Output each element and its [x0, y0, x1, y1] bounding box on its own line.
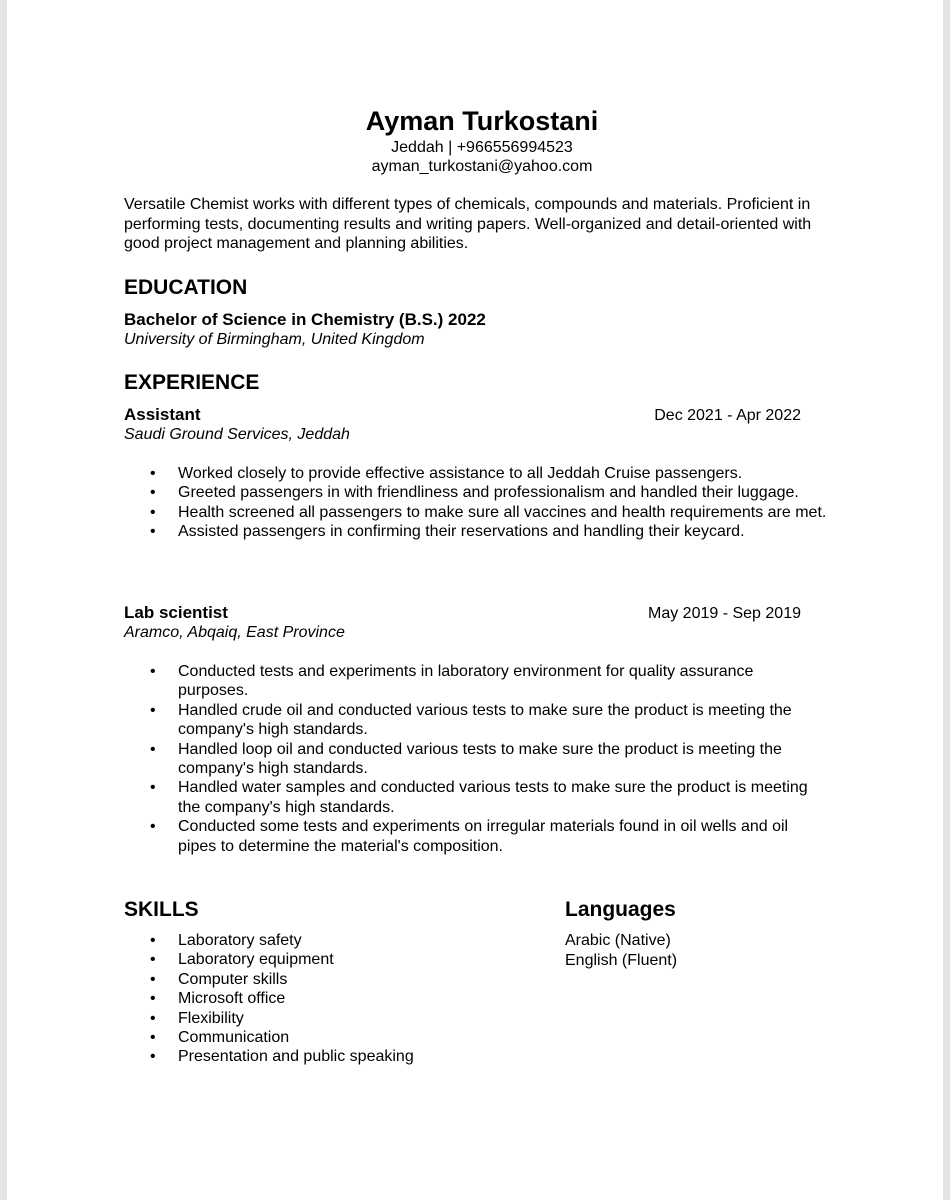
skills-heading: SKILLS [124, 898, 199, 921]
job-title: Lab scientist [124, 603, 228, 622]
skill-item: • Presentation and public speaking [7, 1047, 478, 1066]
job-bullet: • Worked closely to provide effective assistance to all Jeddah Cruise passengers. [7, 464, 828, 483]
job-bullet: • Handled loop oil and conducted various tests to make sure the product is meeting the company's high standards. [7, 740, 828, 779]
job-title: Assistant [124, 405, 201, 424]
skill-item: • Microsoft office [7, 989, 478, 1008]
languages-heading: Languages [565, 898, 676, 921]
education-heading: EDUCATION [124, 276, 248, 299]
location-phone: Jeddah | +966556994523 [391, 139, 573, 156]
job-company: Aramco, Abqaiq, East Province [124, 624, 345, 641]
job-bullet: • Handled crude oil and conducted various tests to make sure the product is meeting the company's high standards. [7, 701, 828, 740]
language-item: English (Fluent) [565, 952, 678, 969]
candidate-name: Ayman Turkostani [365, 106, 599, 136]
languages-list [565, 931, 677, 971]
summary: Versatile Chemist works with different types of chemicals, compounds and materials. Proficient in performing tests, documenting results and writing papers. Well-organized and detail-oriented with good project management and planning abilities. [124, 196, 812, 252]
skill-item: • Laboratory equipment [7, 950, 478, 969]
degree: Bachelor of Science in Chemistry (B.S.) 2022 [124, 310, 486, 329]
job-bullet: • Conducted some tests and experiments on irregular materials found in oil wells and oil pipes to determine the material's composition. [7, 817, 828, 856]
job-dates: May 2019 - Sep 2019 [648, 605, 801, 622]
job-bullets [7, 662, 828, 856]
skills-list [7, 931, 478, 1067]
job-company: Saudi Ground Services, Jeddah [124, 426, 350, 443]
job-dates: Dec 2021 - Apr 2022 [654, 407, 801, 424]
school: University of Birmingham, United Kingdom [124, 331, 425, 348]
experience-heading: EXPERIENCE [124, 371, 260, 394]
skill-item: • Communication [7, 1028, 478, 1047]
job-bullets [7, 464, 828, 542]
language-item: Arabic (Native) [565, 932, 671, 949]
job-bullet: • Greeted passengers in with friendliness and professionalism and handled their luggage. [7, 483, 828, 502]
job-bullet: • Health screened all passengers to make sure all vaccines and health requirements are met. [7, 503, 828, 522]
skill-item: • Laboratory safety [7, 931, 478, 950]
email: ayman_turkostani@yahoo.com [371, 158, 593, 175]
skill-item: • Computer skills [7, 970, 478, 989]
job-bullet: • Handled water samples and conducted various tests to make sure the product is meeting the company's high standards. [7, 778, 828, 817]
job-bullet: • Assisted passengers in confirming their reservations and handling their keycard. [7, 522, 828, 541]
skill-item: • Flexibility [7, 1009, 478, 1028]
job-bullet: • Conducted tests and experiments in laboratory environment for quality assurance purposes. [7, 662, 828, 701]
